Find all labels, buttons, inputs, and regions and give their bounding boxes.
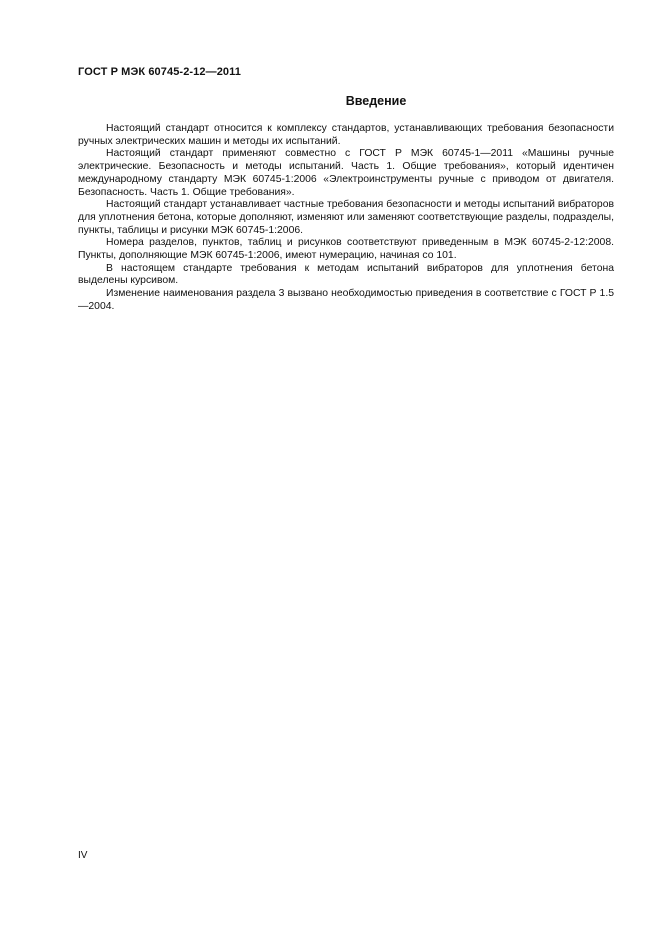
- body-text: [78, 123, 614, 314]
- paragraph: Настоящий стандарт устанавливает частные требования безопасности и методы испытаний вибраторов для уплотнения бетона, которые дополняют, изменяют или заменяют соответствующие разделы, подразделы, пункты, таблицы и рисунки МЭК 60745-1:2006.: [78, 199, 614, 236]
- document-header-code: ГОСТ Р МЭК 60745-2-12—2011: [78, 66, 241, 78]
- paragraph: Номера разделов, пунктов, таблиц и рисунков соответствуют приведенным в МЭК 60745-2-12:2008. Пункты, дополняющие МЭК 60745-1:2006, имеют нумерацию, начиная со 101.: [78, 237, 614, 262]
- section-title: Введение: [345, 94, 407, 108]
- paragraph: В настоящем стандарте требования к методам испытаний вибраторов для уплотнения бетона выделены курсивом.: [78, 262, 614, 287]
- paragraph: Изменение наименования раздела 3 вызвано необходимостью приведения в соответствие с ГОСТ Р 1.5—2004.: [78, 288, 614, 312]
- paragraph: Настоящий стандарт применяют совместно с ГОСТ Р МЭК 60745-1—2011 «Машины ручные электрические. Безопасность и методы испытаний. Часть 1. Общие требования», который идентичен международному стандарту МЭК 60745-1:2006 «Электроинструменты ручные с приводом от двигателя. Безопасность. Часть 1. Общие требования».: [78, 148, 614, 198]
- page-number: IV: [78, 850, 88, 861]
- paragraph: Настоящий стандарт относится к комплексу стандартов, устанавливающих требования безопасности ручных электрических машин и методы их испытаний.: [78, 123, 614, 147]
